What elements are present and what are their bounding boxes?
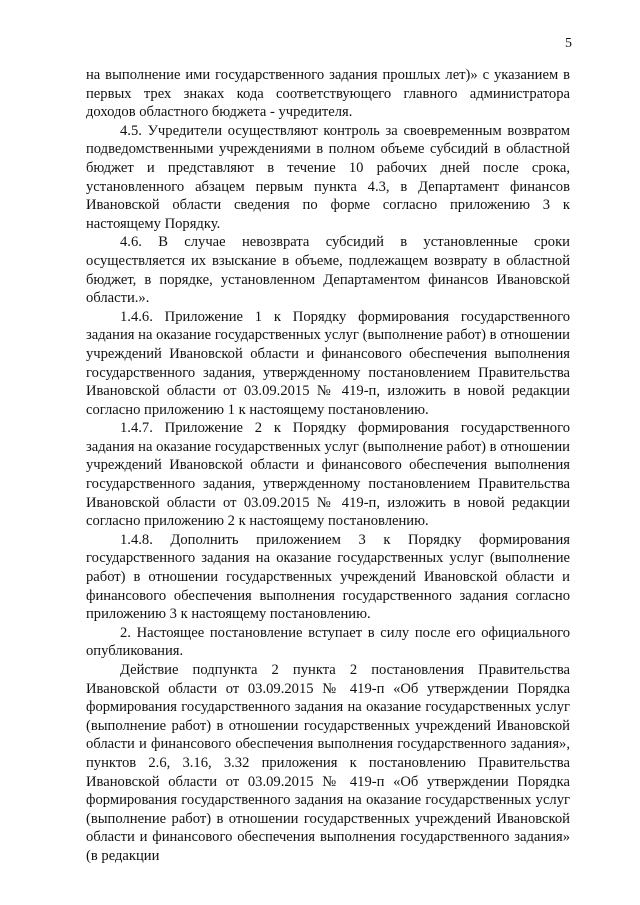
paragraph-1-4-6: 1.4.6. Приложение 1 к Порядку формирования государственного задания на оказание государственных услуг (выполнение работ) в отношении учреждений Ивановской области и финансового обеспечения выполнения государственного задания, утвержденному постановлением Правительства Ивановской области от 03.09.2015 № 419-п, изложить в новой редакции согласно приложению 1 к настоящему постановлению. [86,308,570,418]
paragraph-2: 2. Настоящее постановление вступает в силу после его официального опубликования. [86,624,570,660]
paragraph-1-4-8: 1.4.8. Дополнить приложением 3 к Порядку формирования государственного задания на оказание государственных услуг (выполнение работ) в отношении государственных учреждений Ивановской области и финансового обеспечения выполнения государственного задания согласно приложению 3 к настоящему постановлению. [86,531,570,623]
paragraph-continuation: на выполнение ими государственного задания прошлых лет)» с указанием в первых трех знаках кода соответствующего главного администратора доходов областного бюджета - учредителя. [86,67,570,121]
document-body [86,66,570,866]
paragraph-1-4-7: 1.4.7. Приложение 2 к Порядку формирования государственного задания на оказание государственных услуг (выполнение работ) в отношении учреждений Ивановской области и финансового обеспечения выполнения государственного задания, утвержденному постановлением Правительства Ивановской области от 03.09.2015 № 419-п, изложить в новой редакции согласно приложению 2 к настоящему постановлению. [86,420,570,530]
page-number: 5 [565,36,572,51]
paragraph-effect: Действие подпункта 2 пункта 2 постановления Правительства Ивановской области от 03.09.2015 № 419-п «Об утверждении Порядка формирования государственного задания на оказание государственных услуг (выполнение работ) в отношении государственных учреждений Ивановской области и финансового обеспечения выполнения государственного задания», пунктов 2.6, 3.16, 3.32 приложения к постановлению Правительства Ивановской области от 03.09.2015 № 419-п «Об утверждении Порядка формирования государственного задания на оказание государственных услуг (выполнение работ) в отношении государственных учреждений Ивановской области и финансового обеспечения выполнения государственного задания» (в редакции [86,662,570,864]
paragraph-4-6: 4.6. В случае невозврата субсидий в установленные сроки осуществляется их взыскание в объеме, подлежащем возврату в областной бюджет, в порядке, установленном Департаментом финансов Ивановской области.». [86,234,570,307]
paragraph-4-5: 4.5. Учредители осуществляют контроль за своевременным возвратом подведомственными учреждениями в полном объеме субсидий в областной бюджет и представляют в течение 10 рабочих дней после срока, установленного абзацем первым пункта 4.3, в Департамент финансов Ивановской области сведения по форме согласно приложению 3 к настоящему Порядку. [86,122,570,232]
